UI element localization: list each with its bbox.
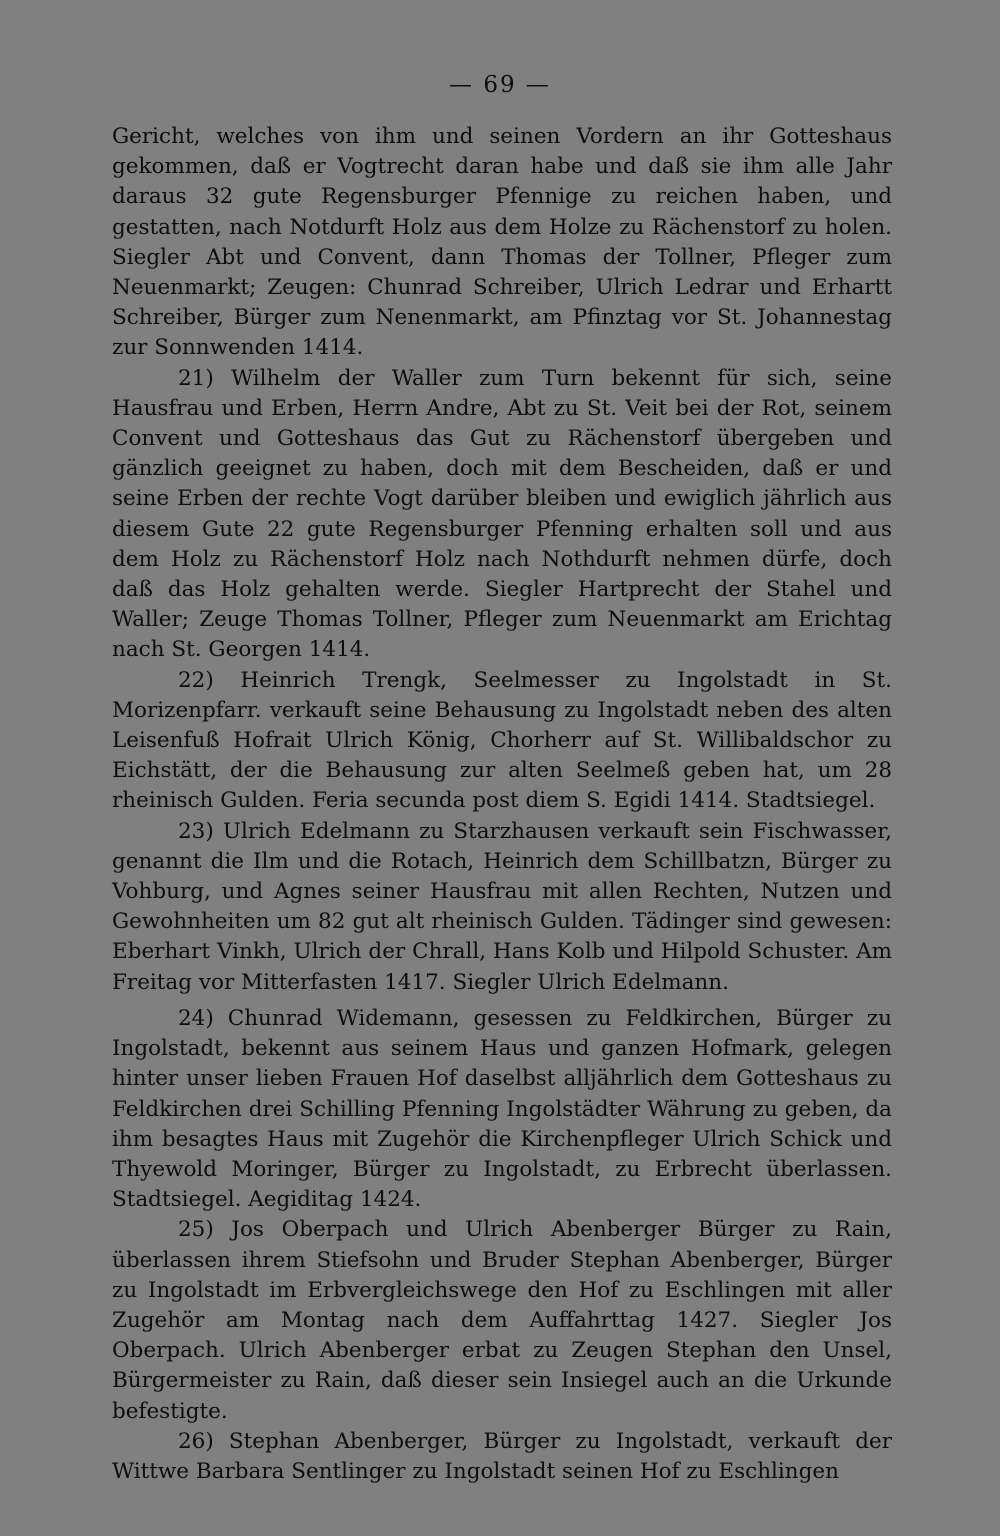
entry-25: 25) Jos Oberpach und Ulrich Abenberger Bürger zu Rain, überlassen ihrem Stiefsohn und Bruder Stephan Abenberger, Bürger zu Ingolstadt im Erbvergleichswege den Hof zu Eschlingen mit aller Zugehör am Montag nach dem Auffahrttag 1427. Siegler Jos Oberpach. Ulrich Abenberger erbat zu Zeugen Stephan den Unsel, Bürgermeister zu Rain, daß dieser sein Insiegel auch an die Urkunde befestigte. <box>112 1217 892 1424</box>
entry-26: 26) Stephan Abenberger, Bürger zu Ingolstadt, verkauft der Wittwe Barbara Sentlinger zu Ingolstadt seinen Hof zu Eschlingen <box>112 1428 892 1484</box>
entry-24: 24) Chunrad Widemann, gesessen zu Feldkirchen, Bürger zu Ingolstadt, bekennt aus seinem Haus und ganzen Hofmark, gelegen hinter unser lieben Frauen Hof daselbst alljährlich dem Gotteshaus zu Feldkirchen drei Schilling Pfenning Ingolstädter Währung zu geben, da ihm besagtes Haus mit Zugehör die Kirchenpfleger Ulrich Schick und Thyewold Moringer, Bürger zu Ingolstadt, zu Erbrecht überlassen. Stadtsiegel. Aegiditag 1424. <box>112 1005 892 1213</box>
entry-23: 23) Ulrich Edelmann zu Starzhausen verkauft sein Fischwasser, genannt die Ilm und die Rotach, Heinrich dem Schillbatzn, Bürger zu Vohburg, und Agnes seiner Hausfrau mit allen Rechten, Nutzen und Gewohnheiten um 82 gut alt rheinisch Gulden. Tädinger sind gewesen: Eberhart Vinkh, Ulrich der Chrall, Hans Kolb und Hilpold Schuster. Am Freitag vor Mitterfasten 1417. Siegler Ulrich Edelmann. <box>112 818 892 995</box>
entry-22: 22) Heinrich Trengk, Seelmesser zu Ingolstadt in St. Morizenpfarr. verkauft seine Behausung zu Ingolstadt neben des alten Leisenfuß Hofrait Ulrich König, Chorherr auf St. Willibaldschor zu Eichstätt, der die Behausung zur alten Seelmeß geben hat, um 28 rheinisch Gulden. Feria secunda post diem S. Egidi 1414. Stadtsiegel. <box>112 667 892 814</box>
entry-21: 21) Wilhelm der Waller zum Turn bekennt für sich, seine Hausfrau und Erben, Herrn Andre, Abt zu St. Veit bei der Rot, seinem Convent und Gotteshaus das Gut zu Rächenstorf übergeben und gänzlich geeignet zu haben, doch mit dem Bescheiden, daß er und seine Erben der rechte Vogt darüber bleiben und ewiglich jährlich aus diesem Gute 22 gute Regensburger Pfenning erhalten soll und aus dem Holz zu Rächenstorf Holz nach Nothdurft nehmen dürfe, doch daß das Holz gehalten werde. Siegler Hartprecht der Stahel und Waller; Zeuge Thomas Tollner, Pfleger zum Neuenmarkt am Erichtag nach St. Georgen 1414. <box>112 365 892 663</box>
page-body <box>112 122 892 1487</box>
paragraph-continuation: Gericht, welches von ihm und seinen Vordern an ihr Gotteshaus gekommen, daß er Vogtrecht daran habe und daß sie ihm alle Jahr daraus 32 gute Regensburger Pfennige zu reichen haben, und gestatten, nach Notdurft Holz aus dem Holze zu Rächenstorf zu holen. Siegler Abt und Convent, dann Thomas der Tollner, Pfleger zum Neuenmarkt; Zeugen: Chunrad Schreiber, Ulrich Ledrar und Erhartt Schreiber, Bürger zum Nenenmarkt, am Pfinztag vor St. Johannestag zur Sonnwenden 1414. <box>112 124 892 361</box>
page-number: — 69 — <box>449 72 551 98</box>
